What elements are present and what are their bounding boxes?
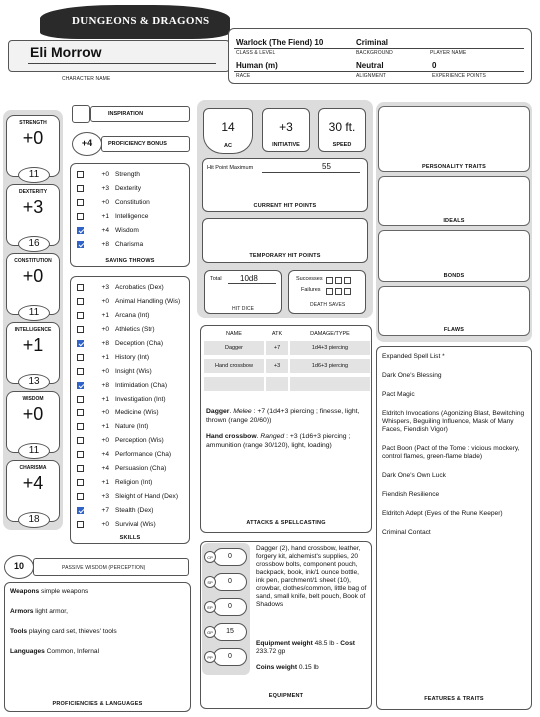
proficiency-key: Tools — [10, 628, 28, 635]
armor-class-label: AC — [224, 143, 232, 149]
alignment-label: ALIGNMENT — [356, 73, 387, 79]
modifier: +4 — [101, 227, 109, 234]
coin-value[interactable]: 0 — [213, 573, 247, 591]
experience-points[interactable]: 0 — [432, 61, 437, 70]
attack-note — [206, 433, 368, 450]
death-saves-label: DEATH SAVES — [310, 302, 346, 308]
name: Sleight of Hand (Dex) — [115, 492, 179, 500]
coin-tag: CP — [204, 551, 216, 563]
proficiency-checkbox[interactable] — [77, 171, 84, 178]
proficiency-checkbox[interactable] — [77, 354, 84, 361]
name: Constitution — [115, 199, 150, 207]
saving-throw-row — [77, 210, 187, 224]
features-label: FEATURES & TRAITS — [424, 696, 484, 702]
ideals-label: IDEALS — [443, 218, 465, 224]
attack-note-sep: . — [229, 408, 234, 415]
skill-row — [77, 337, 187, 351]
hit-dice-total-label: Total — [210, 276, 222, 282]
name: Nature (Int) — [115, 423, 149, 431]
hp-max-value[interactable]: 55 — [322, 162, 331, 171]
bonds-label: BONDS — [443, 273, 465, 279]
ability-modifier[interactable]: +0 — [22, 128, 44, 148]
ability-modifier[interactable]: +4 — [22, 473, 44, 493]
coin-ep — [204, 598, 248, 616]
proficiency-checkbox[interactable] — [77, 521, 84, 528]
inspiration-label: INSPIRATION — [108, 111, 144, 117]
proficiency-checkbox[interactable] — [77, 423, 84, 430]
race[interactable]: Human (m) — [236, 61, 278, 70]
proficiency-checkbox[interactable] — [77, 298, 84, 305]
saving-throw-row — [77, 196, 187, 210]
features-list — [382, 353, 528, 548]
alignment[interactable]: Neutral — [356, 61, 384, 70]
modifier: +4 — [101, 465, 109, 473]
modifier: +1 — [101, 423, 109, 431]
initiative-value[interactable]: +3 — [279, 120, 293, 134]
modifier: +0 — [101, 520, 109, 528]
skill-row — [77, 364, 187, 378]
attack-cell[interactable]: +3 — [266, 359, 288, 373]
class-level[interactable]: Warlock (The Fiend) 10 — [236, 38, 324, 47]
feature-item: Expanded Spell List * — [382, 353, 445, 360]
ability-constitution — [6, 253, 60, 318]
inspiration-box[interactable] — [72, 105, 90, 123]
skill-row — [77, 392, 187, 406]
ability-score[interactable]: 11 — [18, 443, 50, 459]
attacks-header-cell: DAMAGE/TYPE — [310, 331, 350, 337]
equipment-list: Dagger (2), hand crossbow, leather, forgery kit, alchemist's supplies, 20 crossbow bolts, component pouch, backpack, book, ink/1 ounce bottle, ink pen, parchment/1 sheet (10), crowbar, clothes/common, little bag of sand, small knife, belt pouch, Book of Shadows — [256, 545, 367, 608]
passive-perception-label: PASSIVE WISDOM (PERCEPTION) — [62, 565, 146, 571]
proficiency-key: Weapons — [10, 588, 40, 595]
death-successes-label: Successes — [296, 276, 323, 282]
proficiency-checkbox[interactable] — [77, 284, 84, 291]
death-success-box[interactable] — [344, 277, 351, 284]
skill-row — [77, 378, 187, 392]
coin-value[interactable]: 0 — [213, 548, 247, 566]
ability-intelligence — [6, 322, 60, 387]
attack-note-name: Hand crossbow — [206, 433, 257, 440]
background-label: BACKGROUND — [356, 50, 393, 56]
proficiency-value: Common, Infernal — [44, 648, 100, 655]
skill-row — [77, 295, 187, 309]
ability-modifier[interactable]: +0 — [22, 404, 44, 424]
name: Animal Handling (Wis) — [115, 298, 181, 306]
attack-notes — [206, 408, 368, 458]
attack-cell[interactable]: +7 — [266, 341, 288, 355]
proficiency-line — [10, 608, 186, 615]
attack-note — [206, 408, 368, 425]
proficiency-checkbox[interactable] — [77, 199, 84, 206]
death-success-box[interactable] — [335, 277, 342, 284]
modifier: +7 — [101, 506, 109, 514]
name: Survival (Wis) — [115, 520, 156, 528]
proficiency-checkbox[interactable] — [77, 479, 84, 486]
coin-tag: EP — [204, 601, 216, 613]
saving-throw-row — [77, 168, 187, 182]
ability-score[interactable]: 16 — [18, 236, 50, 252]
ability-name: INTELLIGENCE — [14, 327, 52, 333]
skill-row — [77, 406, 187, 420]
attack-cell[interactable] — [204, 377, 264, 391]
modifier: +0 — [101, 171, 109, 179]
name: Investigation (Int) — [115, 395, 166, 403]
coins-weight-label: Coins weight — [256, 664, 298, 671]
modifier: +3 — [101, 492, 109, 500]
coin-gp — [204, 623, 248, 641]
name: Arcana (Int) — [115, 312, 150, 320]
modifier: +0 — [101, 409, 109, 417]
passive-perception-circle: 10 — [4, 555, 34, 579]
proficiency-checkbox[interactable] — [77, 312, 84, 319]
skill-row — [77, 475, 187, 489]
ability-name: DEXTERITY — [18, 189, 48, 195]
modifier: +0 — [101, 298, 109, 306]
feature-item: Pact Boon (Pact of the Tome : vicious mockery, control flames, green-flame blade) — [382, 445, 520, 460]
proficiency-circle: +4 — [72, 132, 102, 156]
skill-row — [77, 350, 187, 364]
proficiency-checkbox[interactable] — [77, 227, 84, 234]
proficiency-label: PROFICIENCY BONUS — [108, 141, 167, 147]
proficiency-checkbox[interactable] — [77, 409, 84, 416]
proficiency-line — [10, 628, 186, 635]
modifier: +1 — [101, 353, 109, 361]
modifier: +8 — [101, 240, 109, 248]
modifier: +3 — [101, 284, 109, 292]
personality-traits-label: PERSONALITY TRAITS — [421, 164, 486, 170]
attack-cell[interactable] — [266, 377, 288, 391]
attack-note-kind: Ranged — [260, 433, 285, 440]
name: Athletics (Str) — [115, 326, 155, 334]
proficiency-line — [10, 648, 186, 655]
modifier: +1 — [101, 312, 109, 320]
name: Acrobatics (Dex) — [115, 284, 164, 292]
modifier: +3 — [101, 185, 109, 193]
cost-label: Cost — [340, 640, 355, 647]
proficiency-checkbox[interactable] — [77, 368, 84, 375]
coins-weight-value: 0.15 lb — [297, 664, 319, 671]
proficiency-checkbox[interactable] — [77, 493, 84, 500]
name: Religion (Int) — [115, 478, 153, 486]
proficiency-key: Languages — [10, 648, 45, 655]
proficiency-checkbox[interactable] — [77, 326, 84, 333]
death-failure-box[interactable] — [326, 288, 333, 295]
proficiency-checkbox[interactable] — [77, 507, 84, 514]
coin-cp — [204, 548, 248, 566]
cost-value: 233.72 gp — [256, 648, 286, 655]
ability-modifier[interactable]: +0 — [22, 266, 44, 286]
proficiency-value: simple weapons — [39, 588, 89, 595]
attacks-header-cell: NAME — [226, 331, 242, 337]
proficiency-checkbox[interactable] — [77, 340, 84, 347]
name: Charisma — [115, 240, 144, 248]
name: Wisdom — [115, 227, 139, 234]
ability-strength — [6, 115, 60, 180]
xp-label: EXPERIENCE POINTS — [432, 73, 486, 79]
character-name[interactable]: Eli Morrow — [30, 44, 102, 60]
player-name-label: PLAYER NAME — [430, 50, 467, 56]
speed-value[interactable]: 30 ft. — [328, 120, 356, 134]
modifier: +8 — [101, 381, 109, 389]
speed-label: SPEED — [332, 142, 352, 148]
ability-score[interactable]: 18 — [18, 512, 50, 528]
coins-weight — [256, 664, 319, 671]
proficiencies-list — [10, 588, 186, 668]
character-name-label: CHARACTER NAME — [62, 76, 111, 82]
proficiency-value: playing card set, thieves' tools — [27, 628, 117, 635]
name: Intelligence — [115, 213, 149, 221]
ability-modifier[interactable]: +1 — [22, 335, 44, 355]
attack-cell[interactable] — [290, 377, 370, 391]
current-hp-label: CURRENT HIT POINTS — [253, 203, 317, 209]
feature-item: Fiendish Resilience — [382, 491, 440, 498]
equipment-weight-value: 48.5 lb - — [312, 640, 341, 647]
feature-item: Criminal Contact — [382, 529, 431, 536]
equipment-weight — [256, 640, 370, 656]
proficiencies-label: PROFICIENCIES & LANGUAGES — [52, 701, 143, 707]
modifier: +0 — [101, 326, 109, 334]
name: Stealth (Dex) — [115, 506, 154, 514]
coin-sp — [204, 573, 248, 591]
attack-note-text: : +3 (1d6+3 piercing ; ammunition (range 30/120), light, loading) — [206, 433, 351, 449]
modifier: +0 — [101, 367, 109, 375]
name: Persuasion (Cha) — [115, 465, 167, 473]
name: Medicine (Wis) — [115, 409, 159, 417]
proficiency-checkbox[interactable] — [77, 241, 84, 248]
equipment-weight-label: Equipment weight — [256, 640, 313, 647]
background[interactable]: Criminal — [356, 38, 389, 47]
name: Intimidation (Cha) — [115, 381, 168, 389]
proficiency-line — [10, 588, 186, 595]
ability-score[interactable]: 13 — [18, 374, 50, 390]
saving-throw-row — [77, 237, 187, 251]
race-label: RACE — [236, 73, 251, 79]
name: Perception (Wis) — [115, 437, 164, 445]
skill-row — [77, 503, 187, 517]
equipment-label: EQUIPMENT — [268, 693, 304, 699]
ability-name: STRENGTH — [19, 120, 47, 126]
ability-name: WISDOM — [22, 396, 44, 402]
proficiency-checkbox[interactable] — [77, 451, 84, 458]
skills-list — [77, 281, 187, 531]
modifier: +1 — [101, 213, 109, 221]
proficiency-checkbox[interactable] — [77, 465, 84, 472]
attack-note-text: : +7 (1d4+3 piercing ; finesse, light, thrown (range 20/60)) — [206, 408, 360, 424]
name: Deception (Cha) — [115, 340, 164, 347]
name: Insight (Wis) — [115, 367, 152, 375]
coin-value[interactable]: 0 — [213, 598, 247, 616]
name: Dexterity — [115, 185, 142, 193]
proficiency-checkbox[interactable] — [77, 437, 84, 444]
feature-item: Eldritch Invocations (Agonizing Blast, Bewitching Whispers, Beguiling Influence, Mask of Many Faces, Fiendish Vigor) — [382, 410, 525, 433]
ability-name: CONSTITUTION — [14, 258, 52, 264]
name: History (Int) — [115, 353, 150, 361]
hit-dice-total[interactable]: 10d8 — [240, 274, 258, 283]
death-failures-label: Failures — [301, 287, 321, 293]
initiative-label: INITIATIVE — [272, 142, 300, 148]
saving-throws-list — [77, 168, 187, 251]
skill-row — [77, 517, 187, 531]
death-success-box[interactable] — [326, 277, 333, 284]
ability-name: CHARISMA — [19, 465, 47, 471]
personality-traits-box[interactable] — [378, 106, 530, 172]
modifier: +0 — [101, 199, 109, 207]
ability-score[interactable]: 11 — [18, 305, 50, 321]
armor-class-value[interactable]: 14 — [221, 120, 235, 134]
skill-row — [77, 462, 187, 476]
hp-max-label: Hit Point Maximum — [207, 165, 254, 171]
skill-row — [77, 281, 187, 295]
feature-item: Dark One's Blessing — [382, 372, 442, 379]
proficiency-key: Armors — [10, 608, 34, 615]
proficiency-checkbox[interactable] — [77, 396, 84, 403]
coin-pp — [204, 648, 248, 666]
attack-note-sep: . — [256, 433, 261, 440]
attacks-label: ATTACKS & SPELLCASTING — [246, 520, 326, 526]
attack-cell[interactable]: 1d4+3 piercing — [290, 341, 370, 355]
modifier: +1 — [101, 395, 109, 403]
attacks-header-cell: ATK — [271, 331, 283, 337]
death-failure-box[interactable] — [335, 288, 342, 295]
class-level-label: CLASS & LEVEL — [236, 50, 276, 56]
coin-value[interactable]: 15 — [213, 623, 247, 641]
name: Strength — [115, 171, 140, 179]
skill-row — [77, 420, 187, 434]
ability-wisdom — [6, 391, 60, 456]
proficiency-checkbox[interactable] — [77, 382, 84, 389]
hit-dice-label: HIT DICE — [232, 306, 255, 312]
saving-throw-row — [77, 182, 187, 196]
modifier: +1 — [101, 478, 109, 486]
skill-row — [77, 489, 187, 503]
feature-item: Pact Magic — [382, 391, 415, 398]
attack-note-kind: Melee — [233, 408, 252, 415]
ability-score[interactable]: 11 — [18, 167, 50, 183]
attack-note-name: Dagger — [206, 408, 230, 415]
coin-tag: SP — [204, 576, 216, 588]
proficiency-value: light armor, — [33, 608, 68, 615]
modifier: +4 — [101, 451, 109, 459]
ability-dexterity — [6, 184, 60, 249]
coin-tag: GP — [204, 626, 216, 638]
death-failure-box[interactable] — [344, 288, 351, 295]
saving-throw-row — [77, 224, 187, 238]
skills-label: SKILLS — [119, 535, 141, 541]
modifier: +0 — [101, 437, 109, 445]
ability-charisma — [6, 460, 60, 525]
coin-tag: PP — [204, 651, 216, 663]
logo-text: DUNGEONS & DRAGONS — [72, 15, 210, 27]
name: Performance (Cha) — [115, 451, 172, 459]
modifier: +8 — [101, 340, 109, 347]
feature-item: Eldritch Adept (Eyes of the Rune Keeper) — [382, 510, 503, 517]
attack-cell[interactable]: 1d6+3 piercing — [290, 359, 370, 373]
proficiency-checkbox[interactable] — [77, 213, 84, 220]
attack-cell[interactable]: Dagger — [204, 341, 264, 355]
temp-hp-label: TEMPORARY HIT POINTS — [249, 253, 321, 259]
saving-throws-label: SAVING THROWS — [105, 258, 155, 264]
attack-cell[interactable]: Hand crossbow — [204, 359, 264, 373]
skill-row — [77, 448, 187, 462]
flaws-label: FLAWS — [443, 327, 465, 333]
ability-modifier[interactable]: +3 — [22, 197, 44, 217]
skill-row — [77, 434, 187, 448]
feature-item: Dark One's Own Luck — [382, 472, 446, 479]
proficiency-checkbox[interactable] — [77, 185, 84, 192]
skill-row — [77, 323, 187, 337]
coin-value[interactable]: 0 — [213, 648, 247, 666]
skill-row — [77, 309, 187, 323]
